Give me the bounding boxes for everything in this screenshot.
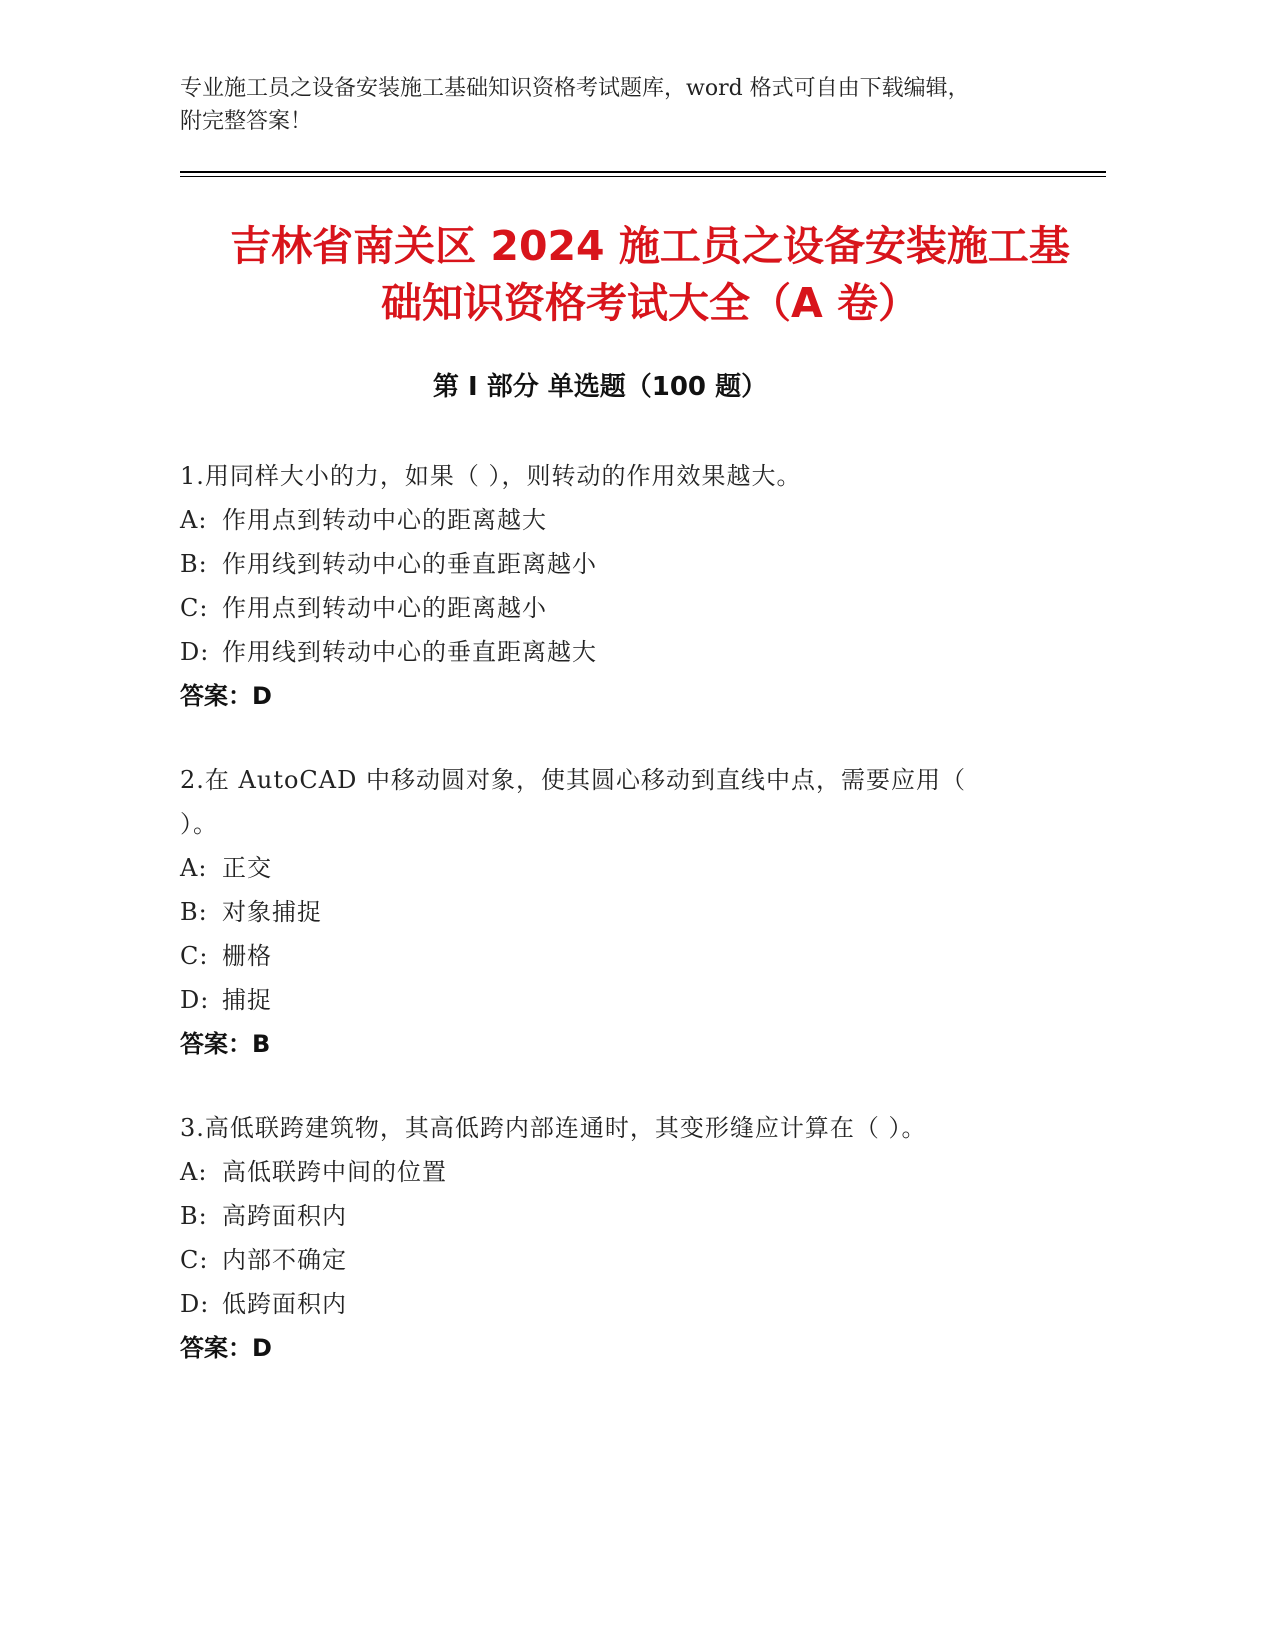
option-text: 低跨面积内 [222, 1290, 347, 1318]
option-d [180, 1282, 1030, 1326]
option-text: 内部不确定 [222, 1246, 347, 1274]
option-b [180, 890, 1030, 934]
option-letter: B: [180, 898, 208, 926]
option-c [180, 1238, 1030, 1282]
option-a [180, 1150, 1030, 1194]
option-a [180, 498, 1030, 542]
section-title: 第 I 部分 单选题（100 题） [432, 372, 768, 402]
option-letter: C: [180, 594, 209, 622]
question-text-continued: ）。 [180, 810, 218, 838]
document-title [150, 218, 1150, 332]
option-text: 作用点到转动中心的距离越大 [222, 506, 547, 534]
option-d [180, 630, 1030, 674]
question-text: 2.在 AutoCAD 中移动圆对象，使其圆心移动到直线中点，需要应用（ [180, 766, 966, 794]
header-note-line1: 专业施工员之设备安装施工基础知识资格考试题库，word 格式可自由下载编辑， [180, 76, 970, 101]
option-b [180, 542, 1030, 586]
option-text: 作用线到转动中心的垂直距离越小 [222, 550, 597, 578]
header-rule-thick [180, 171, 1106, 173]
option-letter: B: [180, 550, 208, 578]
option-letter: D: [180, 1290, 210, 1318]
answer: 答案：B [180, 1030, 271, 1058]
header-note-line2: 附完整答案！ [180, 109, 313, 134]
option-text: 栅格 [222, 942, 272, 970]
option-letter: A: [180, 854, 208, 882]
option-letter: A: [180, 506, 208, 534]
option-a [180, 846, 1030, 890]
option-letter: D: [180, 986, 210, 1014]
option-letter: A: [180, 1158, 208, 1186]
option-c [180, 586, 1030, 630]
question-3 [180, 1106, 1030, 1370]
option-text: 高低联跨中间的位置 [222, 1158, 447, 1186]
document-title-line1: 吉林省南关区 2024 施工员之设备安装施工基 [230, 222, 1070, 270]
option-d [180, 978, 1030, 1022]
question-1 [180, 454, 1030, 718]
header-note [180, 72, 1060, 138]
document-title-line2: 础知识资格考试大全（A 卷） [380, 279, 919, 327]
question-text: 3.高低联跨建筑物，其高低跨内部连通时，其变形缝应计算在（ ）。 [180, 1114, 927, 1142]
option-letter: C: [180, 1246, 209, 1274]
option-text: 作用点到转动中心的距离越小 [222, 594, 547, 622]
question-2 [180, 758, 1030, 1066]
answer: 答案：D [180, 1334, 272, 1362]
option-text: 捕捉 [222, 986, 272, 1014]
option-text: 正交 [222, 854, 272, 882]
option-text: 作用线到转动中心的垂直距离越大 [222, 638, 597, 666]
option-letter: D: [180, 638, 210, 666]
question-text: 1.用同样大小的力，如果（ ），则转动的作用效果越大。 [180, 462, 802, 490]
header-rule-thin [180, 176, 1106, 177]
option-text: 对象捕捉 [222, 898, 322, 926]
option-letter: C: [180, 942, 209, 970]
answer: 答案：D [180, 682, 272, 710]
option-text: 高跨面积内 [222, 1202, 347, 1230]
option-letter: B: [180, 1202, 208, 1230]
option-b [180, 1194, 1030, 1238]
option-c [180, 934, 1030, 978]
